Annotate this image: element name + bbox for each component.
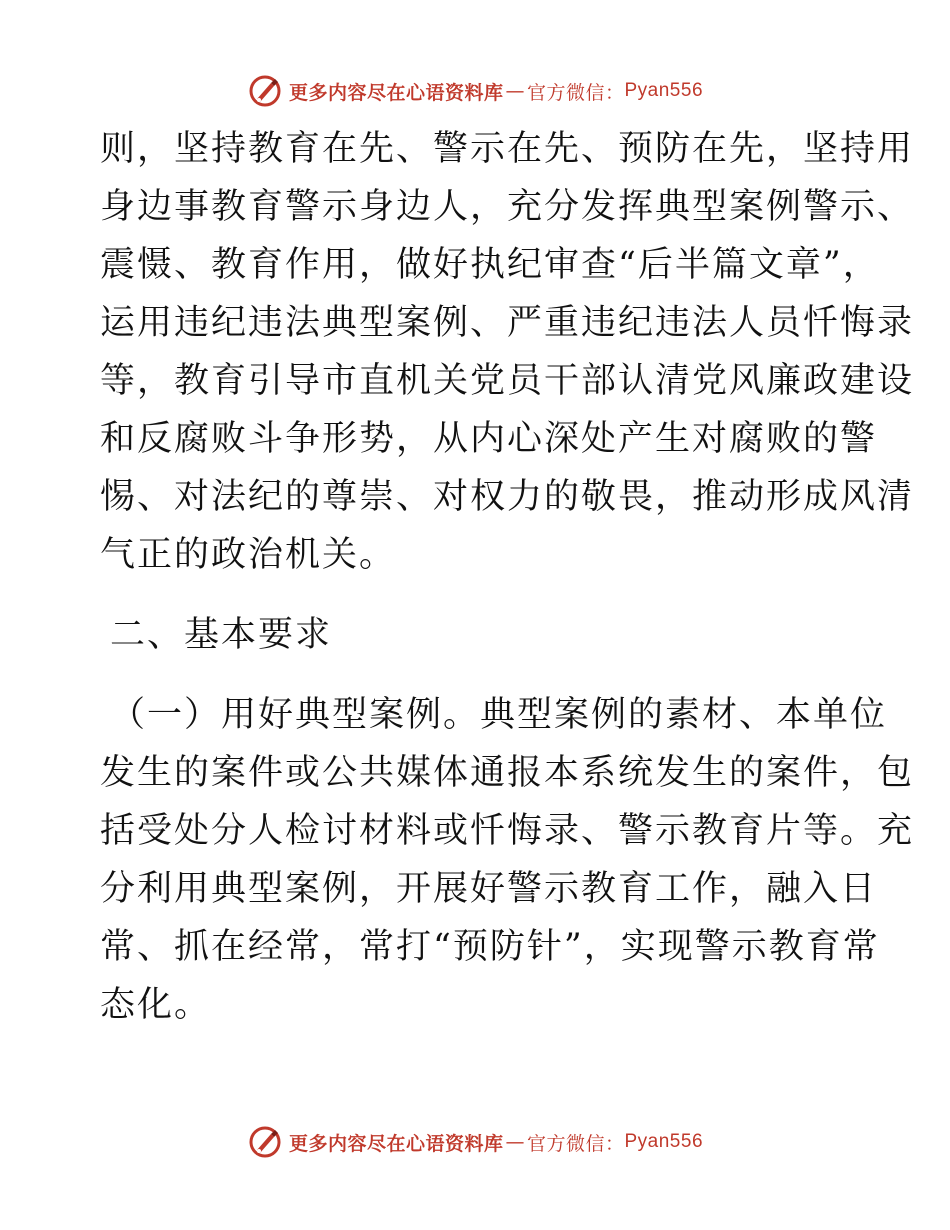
watermark-dash: —	[505, 1131, 525, 1153]
watermark-wechat-id: Pyan556	[624, 1131, 704, 1152]
paragraph-2	[100, 686, 915, 1034]
watermark-dash: —	[505, 80, 525, 102]
text-line: 运用违纪违法典型案例、严重违纪违法人员忏悔录	[100, 303, 915, 343]
watermark-main-text: 更多内容尽在心语资料库	[288, 1132, 504, 1155]
paragraph-1	[100, 120, 915, 584]
watermark-main-text: 更多内容尽在心语资料库	[288, 81, 504, 104]
text-line: 气正的政治机关。	[100, 535, 397, 575]
watermark-wechat-label: 官方微信：	[526, 1132, 625, 1155]
footer-watermark	[0, 1122, 950, 1162]
document-body	[100, 120, 915, 1034]
text-line: 则，坚持教育在先、警示在先、预防在先，坚持用	[100, 129, 915, 169]
text-line: 常、抓在经常，常打“预防针”，实现警示教育常	[100, 927, 880, 967]
text-line: 括受处分人检讨材料或忏悔录、警示教育片等。充	[100, 811, 915, 851]
text-line: 震慑、教育作用，做好执纪审查“后半篇文章”，	[100, 245, 880, 285]
text-line: （一）用好典型案例。典型案例的素材、本单位	[110, 695, 888, 735]
text-line: 分利用典型案例，开展好警示教育工作，融入日	[100, 869, 878, 909]
text-line: 身边事教育警示身边人，充分发挥典型案例警示、	[100, 187, 915, 227]
pen-logo-icon	[247, 73, 283, 109]
section-heading: 二、基本要求	[110, 615, 333, 655]
text-line: 和反腐败斗争形势，从内心深处产生对腐败的警	[100, 419, 878, 459]
text-line: 惕、对法纪的尊崇、对权力的敬畏，推动形成风清	[100, 477, 915, 517]
watermark-wechat-label: 官方微信：	[526, 81, 625, 104]
header-watermark	[0, 71, 950, 111]
pen-logo-icon	[247, 1124, 283, 1160]
text-line: 发生的案件或公共媒体通报本系统发生的案件，包	[100, 753, 915, 793]
text-line: 态化。	[100, 985, 212, 1025]
text-line: 等，教育引导市直机关党员干部认清党风廉政建设	[100, 361, 915, 401]
watermark-wechat-id: Pyan556	[624, 80, 704, 101]
